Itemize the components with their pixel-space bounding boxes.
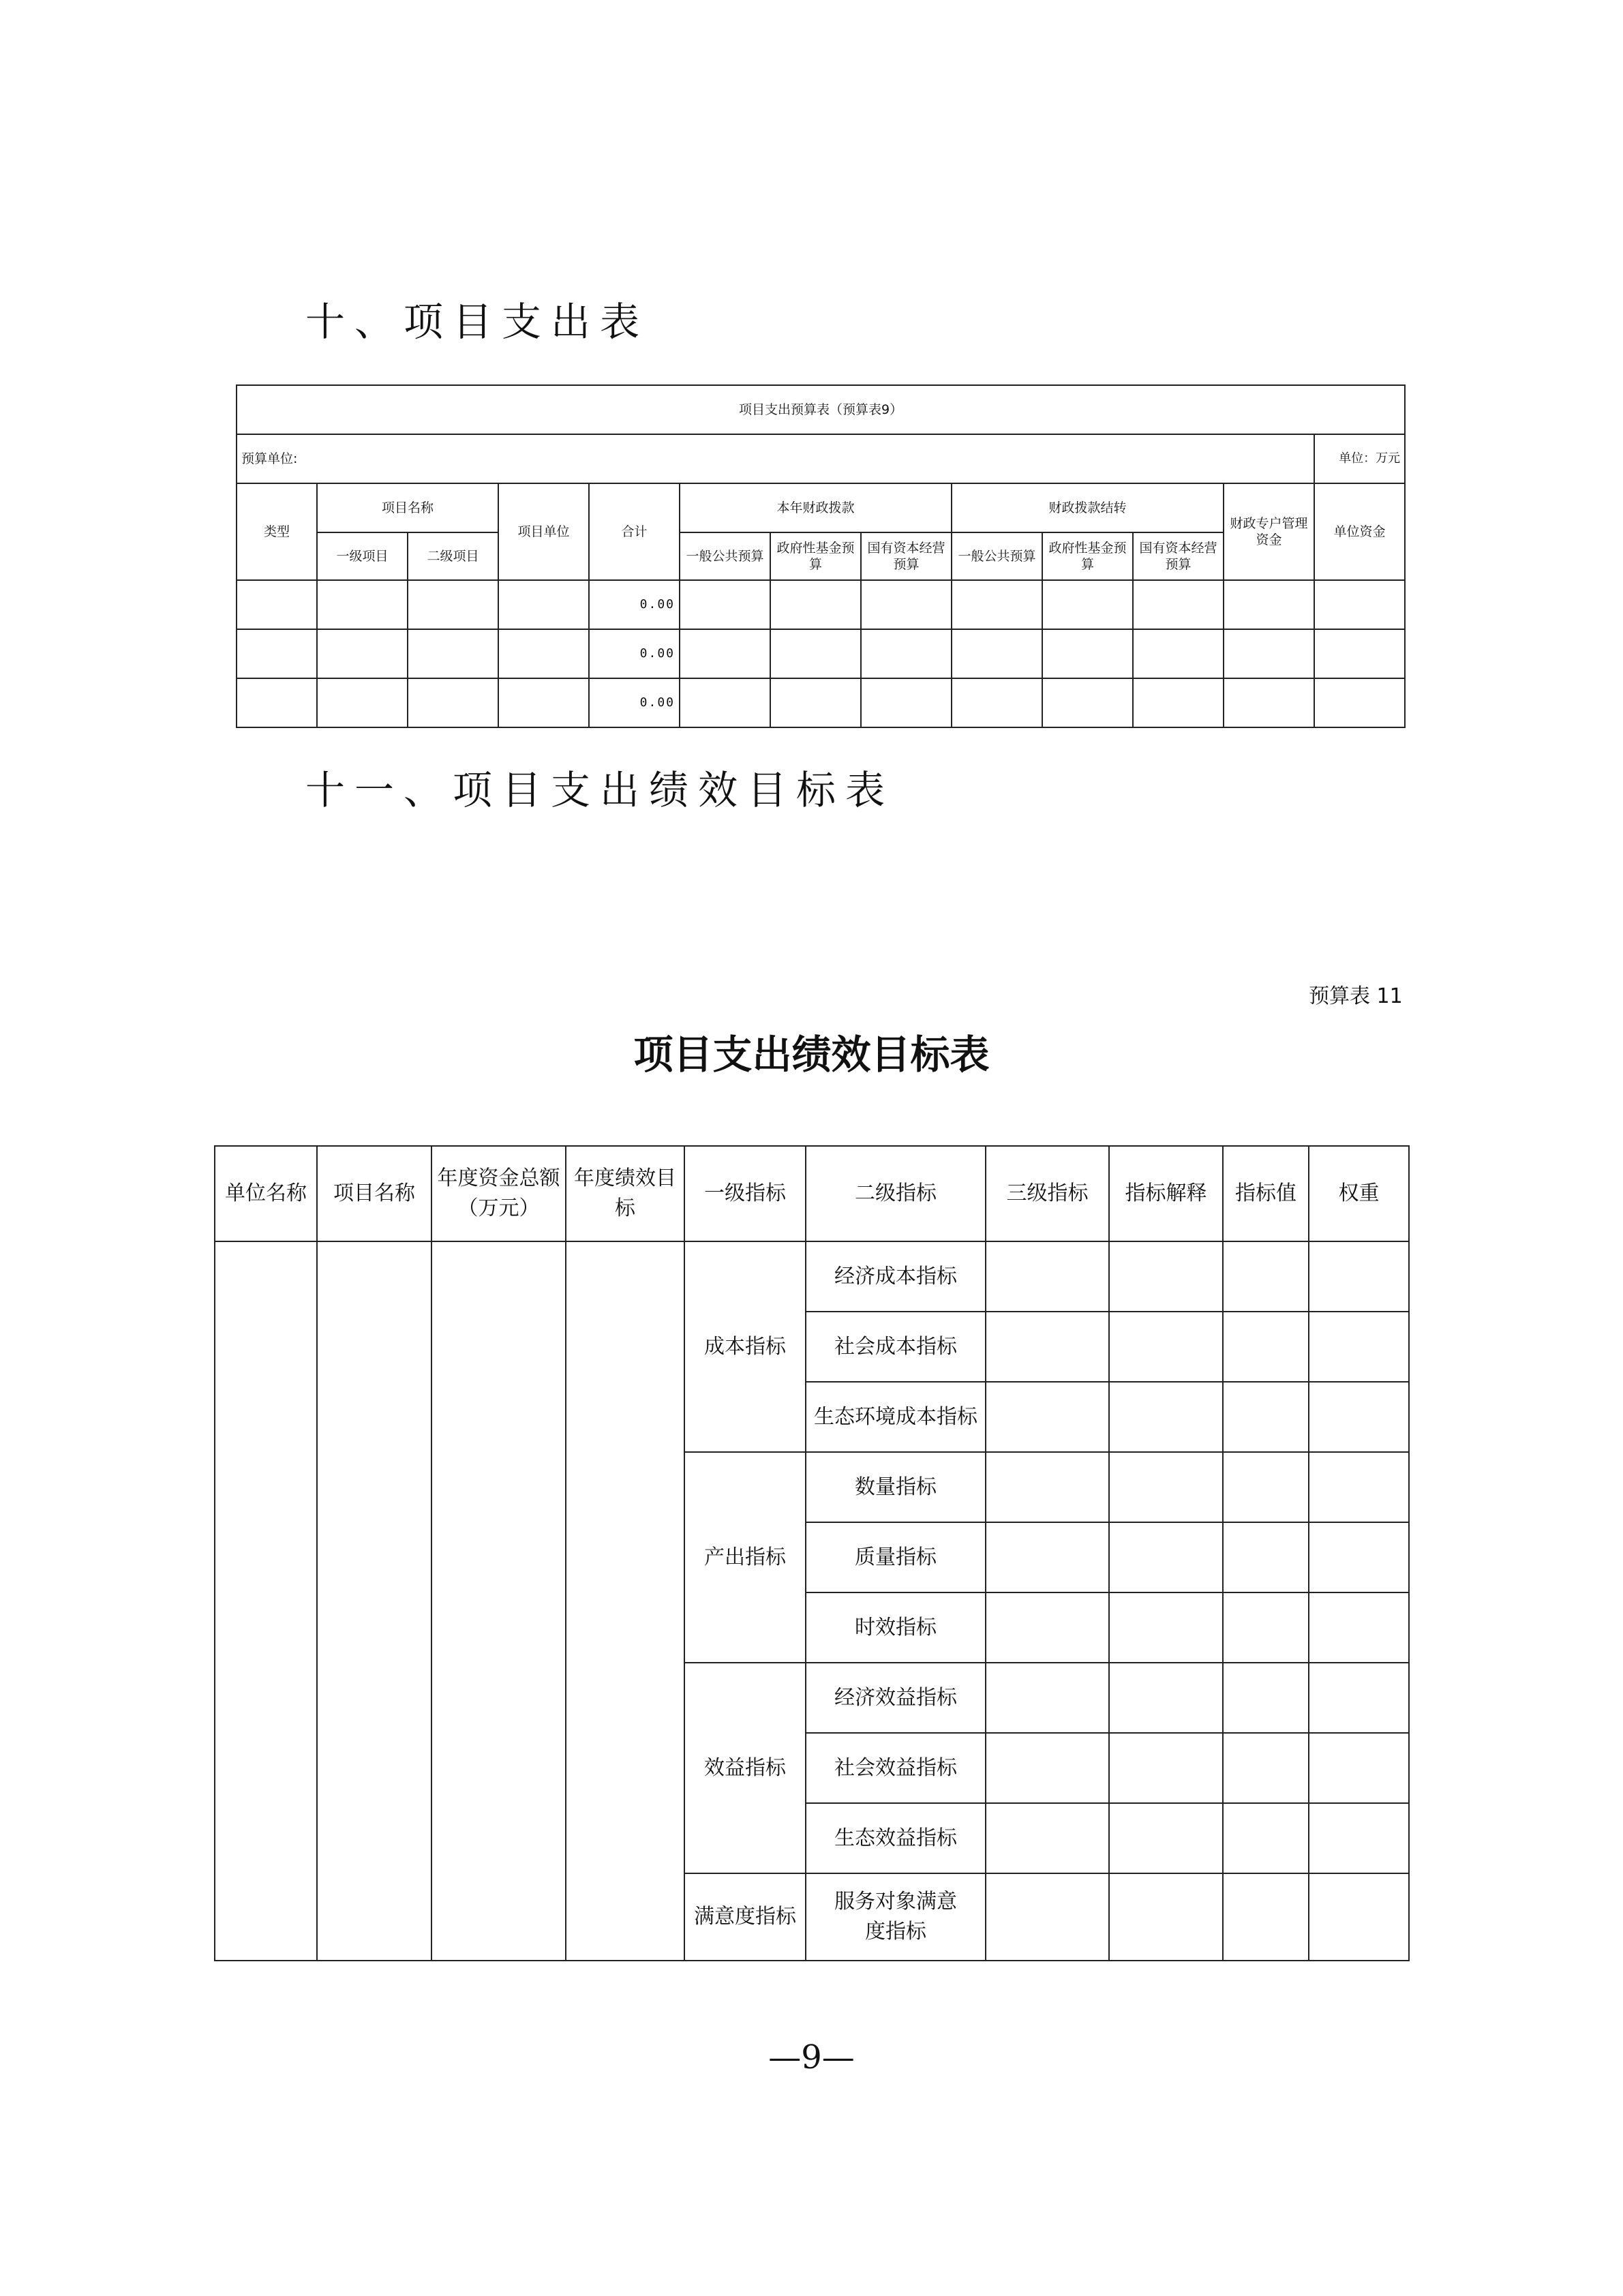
total-value: 0.00: [589, 580, 680, 629]
header-stateowned-budget-carry: 国有资本经营预算: [1133, 532, 1224, 580]
total-value: 0.00: [589, 629, 680, 678]
header-current-fiscal: 本年财政拨款: [680, 483, 952, 532]
header-project-name: 项目名称: [317, 1146, 431, 1241]
header-carryover: 财政拨款结转: [952, 483, 1224, 532]
annual-fund-cell: [431, 1241, 566, 1961]
form-number: 预算表 11: [1309, 984, 1403, 1008]
header-general-budget-carry: 一般公共预算: [952, 532, 1042, 580]
header-stateowned-budget: 国有资本经营预算: [861, 532, 952, 580]
level2-indicator: 经济成本指标: [806, 1241, 986, 1312]
header-level2-indicator: 二级指标: [806, 1146, 986, 1241]
header-weight: 权重: [1309, 1146, 1409, 1241]
level2-indicator: 数量指标: [806, 1452, 986, 1522]
header-special-account: 财政专户管理资金: [1224, 483, 1314, 580]
level2-indicator: 时效指标: [806, 1592, 986, 1663]
header-total: 合计: [589, 483, 680, 580]
level2-indicator: 质量指标: [806, 1522, 986, 1592]
budget-unit-label: 预算单位:: [237, 434, 1314, 483]
section-heading-11: 十一、项目支出绩效目标表: [305, 767, 895, 813]
level2-indicator: 经济效益指标: [806, 1663, 986, 1733]
header-general-budget: 一般公共预算: [680, 532, 770, 580]
table9-title: 项目支出预算表（预算表9）: [237, 385, 1405, 434]
header-indicator-value: 指标值: [1223, 1146, 1309, 1241]
table-row: [237, 678, 1405, 727]
header-project-unit: 项目单位: [498, 483, 589, 580]
unit-name-cell: [215, 1241, 317, 1961]
table-row: [215, 1241, 1409, 1312]
header-type: 类型: [237, 483, 317, 580]
header-project-name: 项目名称: [317, 483, 498, 532]
table11-title: 项目支出绩效目标表: [633, 1031, 990, 1078]
level2-indicator: 社会成本指标: [806, 1312, 986, 1382]
header-unit-name: 单位名称: [215, 1146, 317, 1241]
header-level2-project: 二级项目: [408, 532, 498, 580]
level2-indicator: 社会效益指标: [806, 1733, 986, 1803]
header-indicator-explain: 指标解释: [1109, 1146, 1223, 1241]
level2-indicator: 生态效益指标: [806, 1803, 986, 1873]
table-row: [237, 629, 1405, 678]
project-name-cell: [317, 1241, 431, 1961]
level1-indicator: 效益指标: [684, 1663, 806, 1873]
table-row: [237, 580, 1405, 629]
level1-indicator: 满意度指标: [684, 1873, 806, 1961]
section-heading-10: 十、项目支出表: [305, 299, 650, 345]
level2-indicator: 生态环境成本指标: [806, 1382, 986, 1452]
currency-unit-label: 单位：万元: [1314, 434, 1405, 483]
header-level1-project: 一级项目: [317, 532, 408, 580]
page-number: —9—: [768, 2038, 855, 2076]
level2-indicator: 服务对象满意度指标: [806, 1873, 986, 1961]
header-level3-indicator: 三级指标: [986, 1146, 1109, 1241]
performance-target-table: [214, 1145, 1410, 1961]
header-govfund-budget-carry: 政府性基金预算: [1042, 532, 1133, 580]
level1-indicator: 成本指标: [684, 1241, 806, 1452]
header-unit-fund: 单位资金: [1314, 483, 1405, 580]
header-annual-fund: 年度资金总额（万元）: [431, 1146, 566, 1241]
header-annual-goal: 年度绩效目标: [566, 1146, 684, 1241]
total-value: 0.00: [589, 678, 680, 727]
project-expenditure-budget-table: [236, 384, 1406, 728]
header-govfund-budget: 政府性基金预算: [770, 532, 861, 580]
annual-goal-cell: [566, 1241, 684, 1961]
level1-indicator: 产出指标: [684, 1452, 806, 1663]
header-level1-indicator: 一级指标: [684, 1146, 806, 1241]
